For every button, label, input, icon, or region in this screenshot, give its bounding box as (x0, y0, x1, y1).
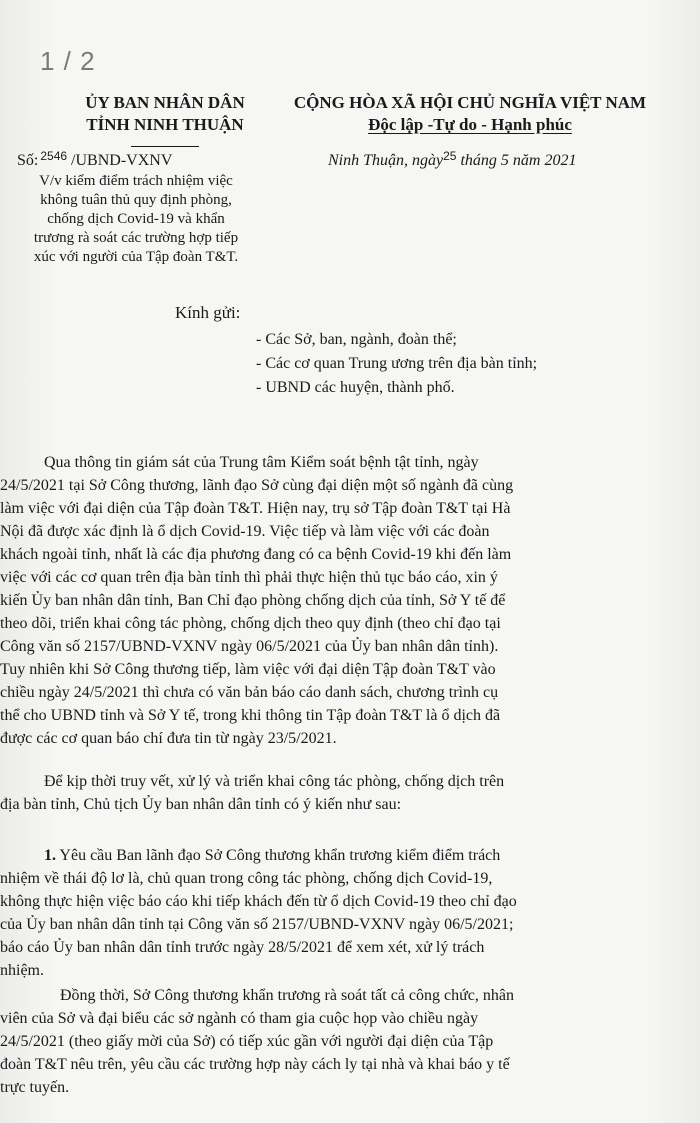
body-line: báo cáo Ủy ban nhân dân tỉnh trước ngày 28/5/2021 để xem xét, xử lý trách (0, 939, 485, 956)
authority-divider (131, 146, 199, 147)
item-number: 1. (44, 847, 56, 864)
paragraph-directive-intro (0, 770, 700, 816)
authority-line-2: TỈNH NINH THUẬN (86, 115, 244, 134)
body-line: 24/5/2021 (theo giấy mời của Sở) có tiếp xúc gần với người đại diện của Tập (0, 1033, 494, 1050)
subject-line: chống dịch Covid-19 và khẩn (47, 211, 225, 227)
body-line: của Ủy ban nhân dân tỉnh tại Công văn số 2157/UBND-VXNV ngày 06/5/2021; (0, 916, 514, 933)
body-line (0, 844, 700, 867)
body-line: Tuy nhiên khi Sở Công thương tiếp, làm việc với đại diện Tập đoàn T&T vào (0, 661, 496, 678)
body-line: Công văn số 2157/UBND-VXNV ngày 06/5/2021 của Ủy ban nhân dân tỉnh). (0, 638, 499, 655)
paragraph-review (0, 984, 700, 1099)
recipient-item: - UBND các huyện, thành phố. (256, 379, 455, 396)
item-text: Yêu cầu Ban lãnh đạo Sở Công thương khẩn trương kiểm điểm trách (59, 847, 501, 864)
body-line: làm việc với đại diện của Tập đoàn T&T. Hiện nay, trụ sở Tập đoàn T&T tại Hà (0, 500, 511, 517)
greeting: Kính gửi: (175, 303, 241, 322)
document-subject (0, 172, 272, 267)
document-number (17, 149, 173, 170)
body-line: Nội đã được xác định là ổ dịch Covid-19. Việc tiếp và làm việc với các đoàn (0, 523, 490, 540)
body-line: trực tuyến. (0, 1079, 70, 1096)
national-title-line-1: CỘNG HÒA XÃ HỘI CHỦ NGHĨA VIỆT NAM (293, 93, 647, 112)
document-number-prefix: Số: (17, 152, 39, 169)
recipient-item: - Các Sở, ban, ngành, đoàn thể; (256, 331, 457, 348)
body-line: theo dõi, triển khai công tác phòng, chống dịch theo quy định (theo chỉ đạo tại (0, 615, 501, 632)
subject-line: không tuân thủ quy định phòng, (40, 192, 232, 208)
subject-line: xúc với người của Tập đoàn T&T. (33, 249, 239, 265)
body-line: nhiệm. (0, 962, 44, 979)
body-line: nhiệm về thái độ lơ là, chủ quan trong công tác phòng, chống dịch Covid-19, (0, 870, 493, 887)
body-line: viên của Sở và đại biểu các sở ngành có tham gia cuộc họp vào chiều ngày (0, 1010, 479, 1027)
document-number-value: 2546 (40, 149, 68, 163)
national-title (270, 92, 670, 136)
document-number-suffix: /UBND-VXNV (71, 152, 173, 169)
subject-line: trương rà soát các trường hợp tiếp (33, 230, 239, 246)
body-line: được các cơ quan báo chí đưa tin từ ngày 23/5/2021. (0, 730, 337, 747)
date-rest: tháng 5 năm 2021 (460, 152, 577, 169)
body-line: việc với các cơ quan trên địa bàn tỉnh thì phải thực hiện thủ tục báo cáo, xin ý (0, 569, 498, 586)
place: Ninh Thuận, ngày (328, 152, 444, 169)
page-counter: 1 / 2 (40, 46, 96, 76)
national-motto: Độc lập -Tự do - Hạnh phúc (368, 115, 572, 134)
body-line: kiến Ủy ban nhân dân tỉnh, Ban Chỉ đạo phòng chống dịch của tỉnh, Sở Y tế để (0, 592, 506, 609)
body-line: Qua thông tin giám sát của Trung tâm Kiểm soát bệnh tật tỉnh, ngày (44, 454, 479, 471)
body-line: địa bàn tỉnh, Chủ tịch Ủy ban nhân dân tỉnh có ý kiến như sau: (0, 796, 402, 813)
body-line: đoàn T&T nêu trên, yêu cầu các trường hợp này cách ly tại nhà và khai báo y tế (0, 1056, 510, 1073)
place-and-date (328, 149, 577, 170)
paragraph-item-1 (0, 844, 700, 982)
issuing-authority (60, 92, 270, 147)
recipient-item: - Các cơ quan Trung ương trên địa bàn tỉnh; (256, 355, 538, 372)
body-line: chiều ngày 24/5/2021 thì chưa có văn bản báo cáo danh sách, chương trình cụ (0, 684, 499, 701)
recipient-list (256, 328, 537, 400)
body-line: Để kịp thời truy vết, xử lý và triển khai công tác phòng, chống dịch trên (44, 773, 505, 790)
subject-line: V/v kiểm điểm trách nhiệm việc (39, 173, 233, 189)
body-line: thể cho UBND tỉnh và Sở Y tế, trong khi thông tin Tập đoàn T&T là ổ dịch đã (0, 707, 501, 724)
body-line: 24/5/2021 tại Sở Công thương, lãnh đạo Sở cùng đại diện một số ngành đã cùng (0, 477, 514, 494)
body-line: không thực hiện việc báo cáo khi tiếp khách đến từ ổ dịch Covid-19 theo chỉ đạo (0, 893, 517, 910)
date-day: 25 (443, 149, 457, 163)
paragraph-situation (0, 451, 700, 750)
authority-line-1: ỦY BAN NHÂN DÂN (85, 93, 245, 112)
body-line: Đồng thời, Sở Công thương khẩn trương rà soát tất cả công chức, nhân (60, 987, 514, 1004)
body-line: khách ngoài tỉnh, nhất là các địa phương đang có ca bệnh Covid-19 khi đến làm (0, 546, 512, 563)
